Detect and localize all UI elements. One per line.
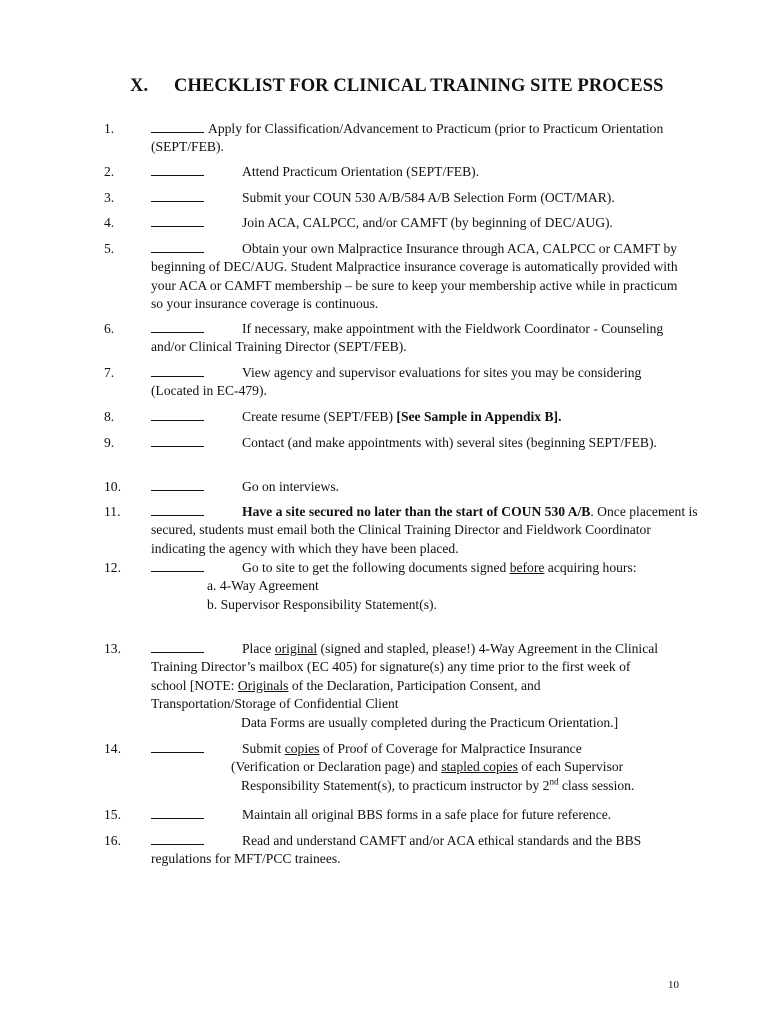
check-blank[interactable] bbox=[151, 241, 204, 253]
check-blank[interactable] bbox=[151, 435, 204, 447]
check-blank[interactable] bbox=[151, 121, 204, 133]
item-text: Obtain your own Malpractice Insurance through ACA, CALPCC or CAMFT by beginning of DEC/AUG. Student Malpractice insurance coverage is automatically provided with your ACA or CAMFT membership – be sure to keep your membership active while in practicum so your insurance coverage is continuous. bbox=[151, 241, 678, 312]
checklist-item bbox=[104, 640, 664, 732]
item-underline: before bbox=[509, 560, 545, 575]
item-text: acquiring hours: bbox=[544, 560, 637, 575]
checklist-item bbox=[104, 503, 704, 558]
item-text: Contact (and make appointments with) several sites (beginning SEPT/FEB). bbox=[242, 435, 657, 450]
item-text: of Proof of Coverage for Malpractice Insurance bbox=[319, 741, 582, 756]
item-text: Go on interviews. bbox=[242, 479, 340, 494]
item-text: Apply for Classification/Advancement to Practicum (prior to Practicum Orientation (SEPT/FEB). bbox=[151, 121, 664, 155]
checklist-item bbox=[104, 434, 664, 452]
check-blank[interactable] bbox=[151, 164, 204, 176]
item-text: class session. bbox=[558, 777, 635, 793]
item-text: If necessary, make appointment with the Fieldwork Coordinator - Counseling and/or Clinical Training Director (SEPT/FEB). bbox=[151, 321, 664, 355]
section-heading bbox=[130, 76, 663, 97]
check-blank[interactable] bbox=[151, 321, 204, 333]
check-blank[interactable] bbox=[151, 409, 204, 421]
item-number: 6. bbox=[104, 321, 115, 336]
section-title: CHECKLIST FOR CLINICAL TRAINING SITE PROCESS bbox=[174, 76, 664, 96]
item-bold-text: Have a site secured no later than the start of COUN 530 A/B bbox=[242, 504, 591, 519]
item-underline: copies bbox=[284, 741, 320, 756]
checklist-item bbox=[104, 120, 704, 157]
check-blank[interactable] bbox=[151, 190, 204, 202]
item-number: 15. bbox=[104, 807, 121, 822]
checklist-item bbox=[104, 364, 664, 401]
item-text: Data Forms are usually completed during the Practicum Orientation.] bbox=[241, 714, 619, 730]
item-number: 1. bbox=[104, 121, 115, 136]
ordinal-superscript: nd bbox=[549, 776, 559, 787]
item-number: 7. bbox=[104, 365, 115, 380]
item-text: Responsibility Statement(s), to practicum instructor by 2 bbox=[241, 777, 550, 793]
item-number: 4. bbox=[104, 215, 115, 230]
item-text: (Verification or Declaration page) and bbox=[231, 759, 442, 775]
item-number: 11. bbox=[104, 504, 121, 519]
checklist-item bbox=[104, 408, 704, 426]
checklist-item bbox=[104, 832, 664, 869]
checklist-item bbox=[104, 806, 704, 824]
item-number: 10. bbox=[104, 479, 121, 494]
item-text: Place bbox=[242, 641, 275, 656]
item-number: 13. bbox=[104, 641, 121, 656]
check-blank[interactable] bbox=[151, 504, 204, 516]
item-number: 5. bbox=[104, 241, 115, 256]
item-bold-text: [See Sample in Appendix B]. bbox=[396, 409, 562, 424]
check-blank[interactable] bbox=[151, 741, 204, 753]
section-number: X. bbox=[130, 76, 149, 96]
item-text: Join ACA, CALPCC, and/or CAMFT (by beginning of DEC/AUG). bbox=[242, 215, 613, 230]
item-text: Attend Practicum Orientation (SEPT/FEB). bbox=[242, 164, 480, 179]
item-underline: Originals bbox=[237, 677, 289, 693]
sub-item: b. Supervisor Responsibility Statement(s). bbox=[207, 596, 437, 612]
checklist-item bbox=[104, 559, 664, 614]
check-blank[interactable] bbox=[151, 365, 204, 377]
page-number: 10 bbox=[668, 979, 679, 991]
checklist-item bbox=[104, 240, 692, 314]
item-text: . Once placement is secured, students must email both the Clinical Training Director and Fieldwork Coordinator indicating the agency with which they have been placed. bbox=[151, 504, 698, 556]
item-number: 9. bbox=[104, 435, 115, 450]
item-underline: stapled copies bbox=[441, 759, 518, 775]
sub-item: a. 4-Way Agreement bbox=[207, 578, 319, 594]
item-text: Read and understand CAMFT and/or ACA ethical standards and the BBS regulations for MFT/PCC trainees. bbox=[151, 833, 642, 867]
item-number: 16. bbox=[104, 833, 121, 848]
checklist-item bbox=[104, 478, 704, 496]
check-blank[interactable] bbox=[151, 833, 204, 845]
item-number: 8. bbox=[104, 409, 115, 424]
item-number: 14. bbox=[104, 741, 121, 756]
item-text: (signed and stapled, please!) 4-Way Agreement in the Clinical Training Director’s mailbox (EC 405) for signature(s) any time prior to the first week of school [NOTE: bbox=[151, 641, 659, 693]
item-underline: original bbox=[274, 641, 318, 656]
item-text: of the Declaration, Participation Consent, and Transportation/Storage of Confidential Client bbox=[151, 677, 541, 712]
item-number: 3. bbox=[104, 190, 115, 205]
checklist-item bbox=[104, 740, 704, 795]
check-blank[interactable] bbox=[151, 215, 204, 227]
item-text: of each Supervisor bbox=[517, 759, 624, 775]
checklist-item bbox=[104, 320, 692, 357]
item-text: Submit your COUN 530 A/B/584 A/B Selection Form (OCT/MAR). bbox=[242, 190, 615, 205]
item-text: Submit bbox=[242, 741, 285, 756]
check-blank[interactable] bbox=[151, 807, 204, 819]
item-text: Create resume (SEPT/FEB) bbox=[242, 409, 394, 424]
check-blank[interactable] bbox=[151, 641, 204, 653]
check-blank[interactable] bbox=[151, 479, 204, 491]
check-blank[interactable] bbox=[151, 560, 204, 572]
item-text: View agency and supervisor evaluations for sites you may be considering (Located in EC-479). bbox=[151, 365, 642, 399]
checklist-item bbox=[104, 189, 704, 207]
checklist-item bbox=[104, 163, 704, 181]
checklist-item bbox=[104, 214, 704, 232]
item-number: 2. bbox=[104, 164, 115, 179]
item-text: Maintain all original BBS forms in a safe place for future reference. bbox=[242, 807, 612, 822]
item-number: 12. bbox=[104, 560, 121, 575]
item-text: Go to site to get the following documents signed bbox=[242, 560, 510, 575]
